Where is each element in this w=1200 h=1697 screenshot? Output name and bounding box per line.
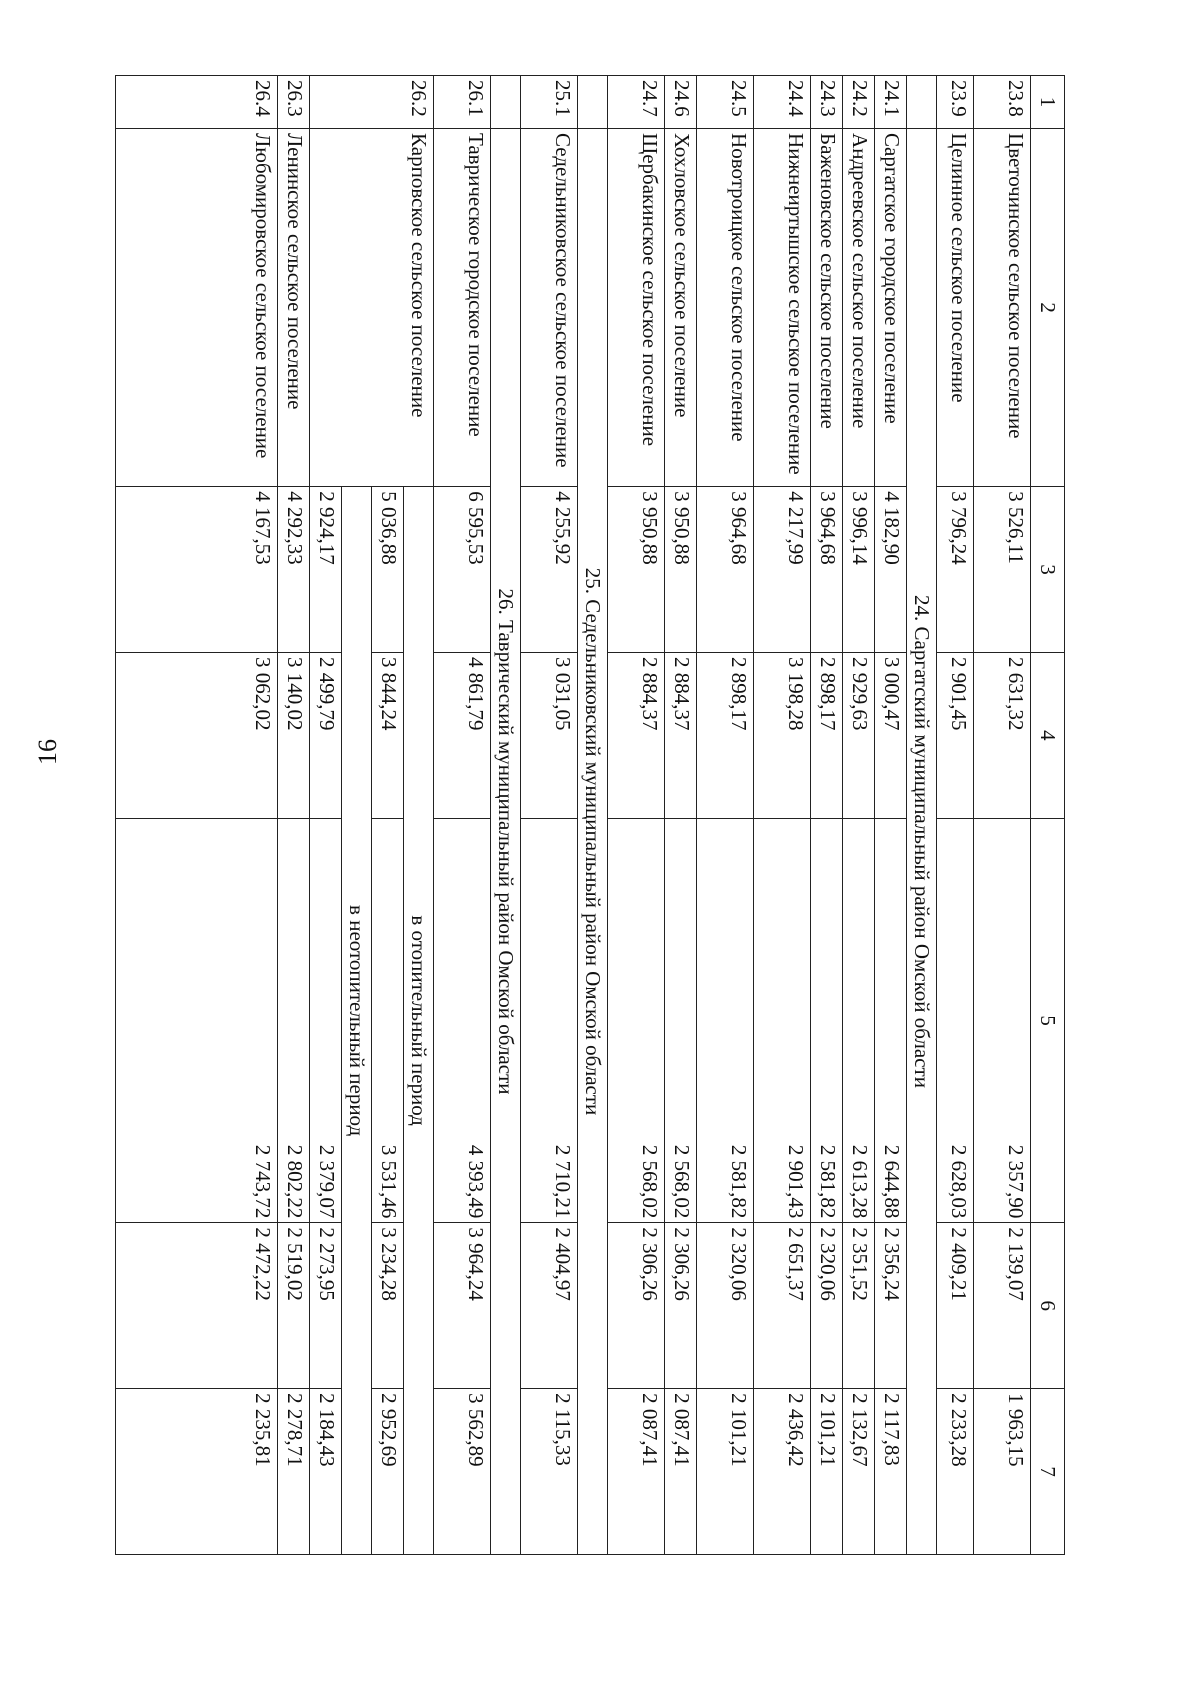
value-col-4: 3 140,02 [278,652,310,818]
value-col-6: 2 404,97 [521,1223,578,1389]
value-col-3: 3 964,68 [811,487,843,653]
value-col-5: 2 581,82 [811,818,843,1223]
row-number: 24.6 [665,76,697,129]
row-number: 26.3 [278,76,310,129]
value-col-5: 2 710,21 [521,818,578,1223]
table-row [875,76,907,1555]
value-col-5: 4 393,49 [434,818,491,1223]
row-number: 24.7 [608,76,665,129]
value-col-5: 2 628,03 [937,818,974,1223]
settlement-name: Таврическое городское поселение [434,129,491,487]
section-spacer [907,76,937,129]
settlement-name: Любомировское сельское поселение [116,129,278,487]
value-col-4: 2 884,37 [608,652,665,818]
value-col-4: 2 898,17 [811,652,843,818]
value-col-3: 6 595,53 [434,487,491,653]
settlement-name: Хохловское сельское поселение [665,129,697,487]
value-col-7: 2 436,42 [754,1389,811,1555]
value-col-4: 3 031,05 [521,652,578,818]
settlement-name: Карповское сельское поселение [310,129,434,487]
value-col-7: 2 117,83 [875,1389,907,1555]
section-heading: 25. Седельниковский муниципальный район Омской области [578,129,608,1555]
rotated-table-container [115,75,1065,1555]
value-col-5: 2 644,88 [875,818,907,1223]
row-number: 25.1 [521,76,578,129]
value-col-7: 2 184,43 [310,1389,342,1555]
value-col-6: 2 651,37 [754,1223,811,1389]
value-col-6: 2 409,21 [937,1223,974,1389]
table-row [754,76,811,1555]
value-col-3: 5 036,88 [372,487,404,653]
table-row [811,76,843,1555]
value-col-7: 2 952,69 [372,1389,404,1555]
value-col-4: 3 198,28 [754,652,811,818]
table-row [974,76,1031,1555]
value-col-5: 3 531,46 [372,818,404,1223]
row-number: 26.1 [434,76,491,129]
value-col-4: 4 861,79 [434,652,491,818]
value-col-7: 2 115,33 [521,1389,578,1555]
page-number: 16 [33,739,62,765]
header-col-2: 2 [1031,129,1065,487]
row-number: 24.3 [811,76,843,129]
value-col-3: 3 996,14 [843,487,875,653]
value-col-5: 2 802,22 [278,818,310,1223]
value-col-7: 2 235,81 [116,1389,278,1555]
period-label-nonheating: в неотопительный период [342,487,372,1555]
row-number: 26.2 [310,76,434,129]
table-row [404,76,434,1555]
value-col-4: 3 000,47 [875,652,907,818]
settlement-name: Нижнеиртышское сельское поселение [754,129,811,487]
period-label-heating: в отопительный период [404,487,434,1555]
section-row [491,76,521,1555]
section-heading: 24. Саргатский муниципальный район Омской области [907,129,937,1555]
value-col-5: 2 613,28 [843,818,875,1223]
table-row [937,76,974,1555]
value-col-3: 3 796,24 [937,487,974,653]
header-col-1: 1 [1031,76,1065,129]
value-col-5: 2 568,02 [608,818,665,1223]
section-spacer [491,76,521,129]
settlement-name: Саргатское городское поселение [875,129,907,487]
header-col-7: 7 [1031,1389,1065,1555]
section-heading: 26. Таврический муниципальный район Омской области [491,129,521,1555]
settlement-name: Целинное сельское поселение [937,129,974,487]
value-col-4: 3 062,02 [116,652,278,818]
value-col-3: 4 292,33 [278,487,310,653]
header-col-6: 6 [1031,1223,1065,1389]
value-col-5: 2 568,02 [665,818,697,1223]
table-row [665,76,697,1555]
table-row [116,76,278,1555]
settlement-name: Андреевское сельское поселение [843,129,875,487]
value-col-4: 2 898,17 [697,652,754,818]
value-col-7: 2 101,21 [697,1389,754,1555]
value-col-5: 2 581,82 [697,818,754,1223]
value-col-6: 2 320,06 [811,1223,843,1389]
value-col-6: 2 472,22 [116,1223,278,1389]
value-col-7: 2 278,71 [278,1389,310,1555]
value-col-4: 2 499,79 [310,652,342,818]
table-row [521,76,578,1555]
header-row [1031,76,1065,1555]
value-col-6: 2 306,26 [608,1223,665,1389]
settlement-name: Ленинское сельское поселение [278,129,310,487]
value-col-7: 2 233,28 [937,1389,974,1555]
value-col-4: 2 884,37 [665,652,697,818]
value-col-4: 2 929,63 [843,652,875,818]
row-number: 24.1 [875,76,907,129]
row-number: 24.2 [843,76,875,129]
value-col-4: 2 631,32 [974,652,1031,818]
tariff-table [115,75,1065,1555]
table-row [843,76,875,1555]
table-row [278,76,310,1555]
value-col-6: 2 139,07 [974,1223,1031,1389]
value-col-4: 3 844,24 [372,652,404,818]
table-row [434,76,491,1555]
value-col-5: 2 901,43 [754,818,811,1223]
header-col-4: 4 [1031,652,1065,818]
settlement-name: Баженовское сельское поселение [811,129,843,487]
table-row [697,76,754,1555]
value-col-3: 3 964,68 [697,487,754,653]
value-col-4: 2 901,45 [937,652,974,818]
value-col-7: 2 087,41 [665,1389,697,1555]
value-col-7: 3 562,89 [434,1389,491,1555]
row-number: 23.9 [937,76,974,129]
value-col-3: 4 182,90 [875,487,907,653]
value-col-6: 3 234,28 [372,1223,404,1389]
section-spacer [578,76,608,129]
section-row [907,76,937,1555]
value-col-3: 4 255,92 [521,487,578,653]
value-col-6: 2 320,06 [697,1223,754,1389]
value-col-5: 2 743,72 [116,818,278,1223]
value-col-7: 1 963,15 [974,1389,1031,1555]
value-col-3: 3 950,88 [608,487,665,653]
header-col-5: 5 [1031,818,1065,1223]
value-col-6: 2 306,26 [665,1223,697,1389]
row-number: 24.4 [754,76,811,129]
value-col-6: 2 519,02 [278,1223,310,1389]
header-col-3: 3 [1031,487,1065,653]
settlement-name: Новотроицкое сельское поселение [697,129,754,487]
value-col-3: 4 167,53 [116,487,278,653]
value-col-5: 2 357,90 [974,818,1031,1223]
settlement-name: Седельниковское сельское поселение [521,129,578,487]
value-col-7: 2 101,21 [811,1389,843,1555]
row-number: 26.4 [116,76,278,129]
settlement-name: Цветочинское сельское поселение [974,129,1031,487]
row-number: 23.8 [974,76,1031,129]
value-col-7: 2 132,67 [843,1389,875,1555]
value-col-3: 4 217,99 [754,487,811,653]
value-col-7: 2 087,41 [608,1389,665,1555]
value-col-6: 2 351,52 [843,1223,875,1389]
row-number: 24.5 [697,76,754,129]
table-row [608,76,665,1555]
section-row [578,76,608,1555]
value-col-3: 3 526,11 [974,487,1031,653]
value-col-5: 2 379,07 [310,818,342,1223]
value-col-6: 2 356,24 [875,1223,907,1389]
settlement-name: Щербакинское сельское поселение [608,129,665,487]
value-col-6: 2 273,95 [310,1223,342,1389]
value-col-6: 3 964,24 [434,1223,491,1389]
value-col-3: 2 924,17 [310,487,342,653]
value-col-3: 3 950,88 [665,487,697,653]
